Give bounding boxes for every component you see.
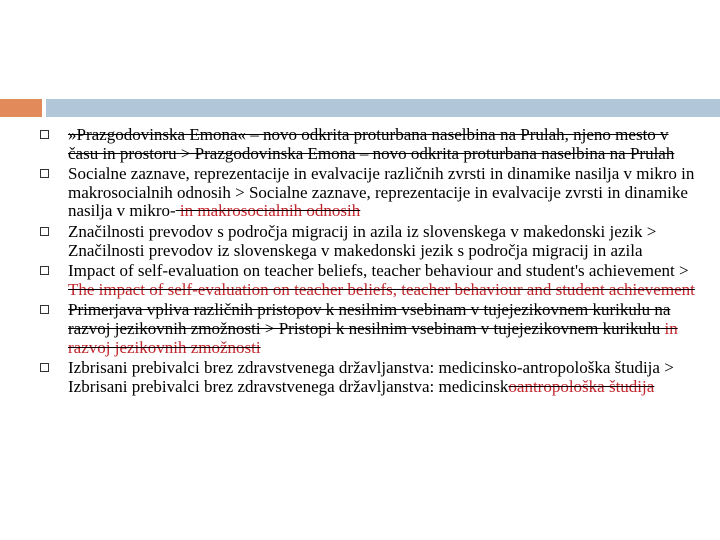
list-item	[30, 223, 700, 260]
title-accent-bar	[0, 99, 42, 117]
square-bullet-icon	[40, 266, 49, 275]
item-text: Impact of self-evaluation on teacher beliefs, teacher behaviour and student's achievement >	[68, 261, 689, 281]
item-text: Izbrisani prebivalci brez zdravstvenega državljanstva: medicinsko-antropološka študija > Izbrisani prebivalci brez zdravstvenega državljanstva: medicinsk	[68, 358, 674, 396]
title-band	[46, 99, 720, 117]
square-bullet-icon	[40, 169, 49, 178]
list-item	[30, 126, 700, 163]
bullet-list	[30, 126, 700, 396]
item-text: »Prazgodovinska Emona« – novo odkrita proturbana naselbina na Prulah, njeno mesto v času in prostoru > Prazgodovinska Emona – novo odkrita proturbana naselbina na Prulah	[68, 125, 675, 163]
item-text-change: The impact of self-evaluation on teacher beliefs, teacher behaviour and student achievement	[68, 279, 695, 299]
square-bullet-icon	[40, 227, 49, 236]
list-item	[30, 359, 700, 396]
item-text: Primerjava vpliva različnih pristopov k nesilnim vsebinam v tujejezikovnem kurikulu na razvoj jezikovnih zmožnosti > Pristopi k nesilnim vsebinam v tujejezikovnem kurikulu	[68, 300, 671, 338]
square-bullet-icon	[40, 305, 49, 314]
item-text: Socialne zaznave, reprezentacije in evalvacije različnih zvrsti in dinamike nasilja v mikro in makrosocialnih odnosih > Socialne zaznave, reprezentacije in evalvacije zvrsti in dinamike nasilja v mikro-	[68, 164, 695, 221]
list-item	[30, 301, 700, 357]
item-text: Značilnosti prevodov s področja migracij in azila iz slovenskega v makedonski jezik > Značilnosti prevodov iz slovenskega v makedonski jezik s področja migracij in azila	[68, 221, 657, 260]
item-text-change: in razvoj jezikovnih zmožnosti	[68, 318, 678, 357]
list-item	[30, 262, 700, 299]
item-text-change: oantropološka študija	[508, 376, 655, 396]
square-bullet-icon	[40, 363, 49, 372]
square-bullet-icon	[40, 130, 49, 139]
item-text-change: in makrosocialnih odnosih	[175, 201, 361, 221]
list-item	[30, 165, 700, 221]
